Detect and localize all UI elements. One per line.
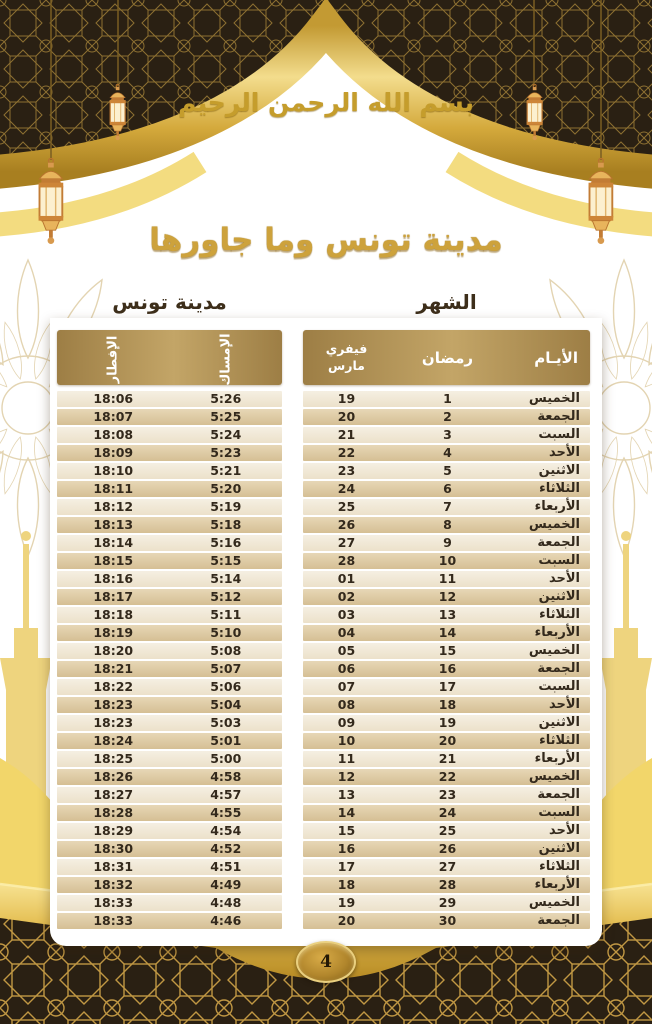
month-table-row bbox=[303, 859, 590, 875]
civil-date-cell: 22 bbox=[337, 445, 356, 460]
iftar-time-cell: 18:18 bbox=[93, 607, 134, 622]
civil-date-cell: 18 bbox=[337, 877, 356, 892]
weekday-cell: الاثنين bbox=[538, 841, 580, 856]
imsak-time-cell: 5:15 bbox=[210, 553, 242, 568]
times-table-row bbox=[57, 445, 282, 461]
civil-date-cell: 12 bbox=[337, 769, 356, 784]
month-table-body bbox=[303, 391, 590, 929]
times-table-row bbox=[57, 643, 282, 659]
iftar-time-cell: 18:23 bbox=[93, 715, 134, 730]
imsak-time-cell: 5:10 bbox=[210, 625, 242, 640]
month-table-row bbox=[303, 679, 590, 695]
weekday-cell: الخميس bbox=[528, 769, 580, 784]
ramadan-day-cell: 17 bbox=[438, 679, 457, 694]
times-table-row bbox=[57, 553, 282, 569]
imsak-time-cell: 4:52 bbox=[210, 841, 242, 856]
times-table-row bbox=[57, 661, 282, 677]
ramadan-day-cell: 13 bbox=[438, 607, 457, 622]
imsak-column-header bbox=[170, 333, 283, 386]
iftar-column-label: الإفطار bbox=[105, 335, 121, 384]
ramadan-day-cell: 10 bbox=[438, 553, 457, 568]
iftar-time-cell: 18:11 bbox=[93, 481, 134, 496]
ramadan-day-cell: 15 bbox=[438, 643, 457, 658]
weekday-cell: الجمعة bbox=[537, 535, 580, 550]
times-table-row bbox=[57, 697, 282, 713]
month-table-row bbox=[303, 481, 590, 497]
iftar-time-cell: 18:31 bbox=[93, 859, 134, 874]
times-table-row bbox=[57, 499, 282, 515]
iftar-time-cell: 18:09 bbox=[93, 445, 134, 460]
imsak-time-cell: 5:03 bbox=[210, 715, 242, 730]
ramadan-column-header: رمضان bbox=[421, 348, 474, 367]
weekday-cell: الجمعة bbox=[537, 661, 580, 676]
weekday-cell: الثلاثاء bbox=[539, 733, 580, 748]
imsak-time-cell: 5:08 bbox=[210, 643, 242, 658]
imsak-time-cell: 5:04 bbox=[210, 697, 242, 712]
civil-date-cell: 25 bbox=[337, 499, 356, 514]
times-table-row bbox=[57, 571, 282, 587]
month-table-row bbox=[303, 409, 590, 425]
ramadan-day-cell: 21 bbox=[438, 751, 457, 766]
month-table-row bbox=[303, 499, 590, 515]
iftar-time-cell: 18:06 bbox=[93, 391, 134, 406]
iftar-time-cell: 18:07 bbox=[93, 409, 134, 424]
times-table-row bbox=[57, 481, 282, 497]
times-table-row bbox=[57, 427, 282, 443]
ramadan-day-cell: 29 bbox=[438, 895, 457, 910]
month-table-row bbox=[303, 571, 590, 587]
weekday-cell: الجمعة bbox=[537, 409, 580, 424]
iftar-time-cell: 18:12 bbox=[93, 499, 134, 514]
times-table-row bbox=[57, 535, 282, 551]
civil-date-cell: 05 bbox=[337, 643, 356, 658]
month-table-row bbox=[303, 427, 590, 443]
times-table-row bbox=[57, 751, 282, 767]
imsak-time-cell: 4:58 bbox=[210, 769, 242, 784]
month-table-row bbox=[303, 769, 590, 785]
ramadan-day-cell: 8 bbox=[443, 517, 452, 532]
civil-date-cell: 20 bbox=[337, 913, 356, 928]
ramadan-day-cell: 14 bbox=[438, 625, 457, 640]
weekday-cell: الأربعاء bbox=[534, 751, 580, 766]
weekday-cell: السبت bbox=[538, 679, 580, 694]
imsak-time-cell: 4:51 bbox=[210, 859, 242, 874]
iftar-time-cell: 18:13 bbox=[93, 517, 134, 532]
month-table bbox=[303, 330, 590, 931]
page-number: 4 bbox=[320, 952, 332, 972]
ramadan-day-cell: 5 bbox=[443, 463, 452, 478]
month-table-row bbox=[303, 589, 590, 605]
times-table-row bbox=[57, 841, 282, 857]
iftar-time-cell: 18:14 bbox=[93, 535, 134, 550]
imsak-time-cell: 4:48 bbox=[210, 895, 242, 910]
weekday-cell: الأربعاء bbox=[534, 625, 580, 640]
imsak-time-cell: 4:55 bbox=[210, 805, 242, 820]
month-table-row bbox=[303, 661, 590, 677]
month-table-row bbox=[303, 823, 590, 839]
weekday-cell: الخميس bbox=[528, 895, 580, 910]
imsak-time-cell: 5:24 bbox=[210, 427, 242, 442]
month-table-row bbox=[303, 535, 590, 551]
iftar-time-cell: 18:33 bbox=[93, 913, 134, 928]
times-table-row bbox=[57, 607, 282, 623]
civil-date-cell: 07 bbox=[337, 679, 356, 694]
weekday-cell: الاثنين bbox=[538, 463, 580, 478]
ramadan-day-cell: 22 bbox=[438, 769, 457, 784]
iftar-column-header bbox=[57, 335, 170, 384]
civil-date-cell: 06 bbox=[337, 661, 356, 676]
weekday-cell: الثلاثاء bbox=[539, 481, 580, 496]
month-table-row bbox=[303, 553, 590, 569]
imsak-time-cell: 5:18 bbox=[210, 517, 242, 532]
month-table-row bbox=[303, 625, 590, 641]
civil-month-column-header bbox=[303, 341, 390, 374]
iftar-time-cell: 18:30 bbox=[93, 841, 134, 856]
bismillah-calligraphy: بسم الله الرحمن الرحيم bbox=[178, 88, 474, 117]
iftar-time-cell: 18:29 bbox=[93, 823, 134, 838]
weekday-cell: السبت bbox=[538, 553, 580, 568]
times-table-row bbox=[57, 913, 282, 929]
ramadan-day-cell: 27 bbox=[438, 859, 457, 874]
times-table-row bbox=[57, 391, 282, 407]
ramadan-day-cell: 19 bbox=[438, 715, 457, 730]
month-table-row bbox=[303, 895, 590, 911]
civil-date-cell: 09 bbox=[337, 715, 356, 730]
weekday-cell: الأحد bbox=[548, 571, 580, 586]
imsak-time-cell: 5:12 bbox=[210, 589, 242, 604]
iftar-time-cell: 18:25 bbox=[93, 751, 134, 766]
iftar-time-cell: 18:17 bbox=[93, 589, 134, 604]
times-table-row bbox=[57, 859, 282, 875]
weekday-cell: الخميس bbox=[528, 517, 580, 532]
month-table-row bbox=[303, 841, 590, 857]
month-table-row bbox=[303, 913, 590, 929]
times-table-row bbox=[57, 733, 282, 749]
times-table-row bbox=[57, 463, 282, 479]
ramadan-day-cell: 4 bbox=[443, 445, 452, 460]
times-table-row bbox=[57, 589, 282, 605]
civil-date-cell: 19 bbox=[337, 895, 356, 910]
iftar-time-cell: 18:32 bbox=[93, 877, 134, 892]
imsak-time-cell: 5:20 bbox=[210, 481, 242, 496]
iftar-time-cell: 18:22 bbox=[93, 679, 134, 694]
weekday-cell: الخميس bbox=[528, 391, 580, 406]
times-table-row bbox=[57, 895, 282, 911]
ramadan-day-cell: 7 bbox=[443, 499, 452, 514]
month-table-row bbox=[303, 697, 590, 713]
iftar-time-cell: 18:15 bbox=[93, 553, 134, 568]
civil-date-cell: 04 bbox=[337, 625, 356, 640]
imsak-time-cell: 4:49 bbox=[210, 877, 242, 892]
weekday-cell: الجمعة bbox=[537, 913, 580, 928]
weekday-cell: الأحد bbox=[548, 697, 580, 712]
iftar-time-cell: 18:10 bbox=[93, 463, 134, 478]
civil-date-cell: 26 bbox=[337, 517, 356, 532]
ramadan-day-cell: 2 bbox=[443, 409, 452, 424]
weekday-cell: الأربعاء bbox=[534, 499, 580, 514]
month-table-row bbox=[303, 517, 590, 533]
weekday-cell: الثلاثاء bbox=[539, 859, 580, 874]
civil-date-cell: 11 bbox=[337, 751, 356, 766]
times-table-row bbox=[57, 787, 282, 803]
days-column-header: الأيـام bbox=[534, 348, 578, 367]
ramadan-day-cell: 3 bbox=[443, 427, 452, 442]
civil-date-cell: 28 bbox=[337, 553, 356, 568]
ramadan-day-cell: 6 bbox=[443, 481, 452, 496]
civil-month-line1: فيفري bbox=[325, 341, 368, 357]
civil-date-cell: 14 bbox=[337, 805, 356, 820]
month-table-row bbox=[303, 805, 590, 821]
month-table-row bbox=[303, 787, 590, 803]
ramadan-day-cell: 12 bbox=[438, 589, 457, 604]
city-section-header: مدينة تونس bbox=[112, 290, 227, 314]
weekday-cell: السبت bbox=[538, 805, 580, 820]
month-table-row bbox=[303, 715, 590, 731]
times-table-row bbox=[57, 625, 282, 641]
imsak-time-cell: 5:23 bbox=[210, 445, 242, 460]
times-table-row bbox=[57, 517, 282, 533]
iftar-time-cell: 18:33 bbox=[93, 895, 134, 910]
times-table-row bbox=[57, 877, 282, 893]
imsak-time-cell: 4:54 bbox=[210, 823, 242, 838]
iftar-time-cell: 18:26 bbox=[93, 769, 134, 784]
month-table-row bbox=[303, 463, 590, 479]
ramadan-day-cell: 9 bbox=[443, 535, 452, 550]
weekday-cell: الثلاثاء bbox=[539, 607, 580, 622]
ramadan-day-cell: 28 bbox=[438, 877, 457, 892]
civil-date-cell: 20 bbox=[337, 409, 356, 424]
month-table-row bbox=[303, 445, 590, 461]
imsak-time-cell: 5:16 bbox=[210, 535, 242, 550]
month-table-row bbox=[303, 877, 590, 893]
month-table-row bbox=[303, 391, 590, 407]
civil-date-cell: 15 bbox=[337, 823, 356, 838]
month-table-row bbox=[303, 751, 590, 767]
month-table-header bbox=[303, 330, 590, 385]
ramadan-day-cell: 20 bbox=[438, 733, 457, 748]
iftar-time-cell: 18:16 bbox=[93, 571, 134, 586]
imsak-time-cell: 5:07 bbox=[210, 661, 242, 676]
civil-date-cell: 19 bbox=[337, 391, 356, 406]
imsak-time-cell: 5:00 bbox=[210, 751, 242, 766]
imsak-time-cell: 5:26 bbox=[210, 391, 242, 406]
civil-date-cell: 23 bbox=[337, 463, 356, 478]
times-table-row bbox=[57, 715, 282, 731]
imsak-time-cell: 5:14 bbox=[210, 571, 242, 586]
iftar-time-cell: 18:19 bbox=[93, 625, 134, 640]
civil-date-cell: 16 bbox=[337, 841, 356, 856]
civil-date-cell: 17 bbox=[337, 859, 356, 874]
imsak-time-cell: 5:06 bbox=[210, 679, 242, 694]
iftar-time-cell: 18:08 bbox=[93, 427, 134, 442]
imsak-time-cell: 5:21 bbox=[210, 463, 242, 478]
ramadan-day-cell: 24 bbox=[438, 805, 457, 820]
ramadan-day-cell: 30 bbox=[438, 913, 457, 928]
imsak-column-label: الإمساك bbox=[218, 333, 234, 386]
imsak-time-cell: 5:19 bbox=[210, 499, 242, 514]
times-table-row bbox=[57, 409, 282, 425]
ramadan-day-cell: 16 bbox=[438, 661, 457, 676]
iftar-time-cell: 18:24 bbox=[93, 733, 134, 748]
times-table-row bbox=[57, 679, 282, 695]
times-table bbox=[57, 330, 282, 931]
imsak-time-cell: 5:11 bbox=[210, 607, 242, 622]
times-table-body bbox=[57, 391, 282, 929]
civil-date-cell: 27 bbox=[337, 535, 356, 550]
imsak-time-cell: 5:01 bbox=[210, 733, 242, 748]
iftar-time-cell: 18:27 bbox=[93, 787, 134, 802]
weekday-cell: الأربعاء bbox=[534, 877, 580, 892]
civil-date-cell: 03 bbox=[337, 607, 356, 622]
month-table-row bbox=[303, 607, 590, 623]
civil-date-cell: 08 bbox=[337, 697, 356, 712]
month-table-row bbox=[303, 643, 590, 659]
civil-date-cell: 13 bbox=[337, 787, 356, 802]
imsak-time-cell: 5:25 bbox=[210, 409, 242, 424]
iftar-time-cell: 18:23 bbox=[93, 697, 134, 712]
ramadan-day-cell: 1 bbox=[443, 391, 452, 406]
weekday-cell: الأحد bbox=[548, 823, 580, 838]
imsak-time-cell: 4:57 bbox=[210, 787, 242, 802]
ramadan-day-cell: 18 bbox=[438, 697, 457, 712]
times-table-row bbox=[57, 805, 282, 821]
weekday-cell: السبت bbox=[538, 427, 580, 442]
ramadan-day-cell: 26 bbox=[438, 841, 457, 856]
weekday-cell: الاثنين bbox=[538, 715, 580, 730]
times-table-row bbox=[57, 823, 282, 839]
ramadan-day-cell: 11 bbox=[438, 571, 457, 586]
imsak-time-cell: 4:46 bbox=[210, 913, 242, 928]
iftar-time-cell: 18:20 bbox=[93, 643, 134, 658]
civil-date-cell: 10 bbox=[337, 733, 356, 748]
ramadan-day-cell: 23 bbox=[438, 787, 457, 802]
iftar-time-cell: 18:21 bbox=[93, 661, 134, 676]
page-number-medallion bbox=[296, 941, 356, 983]
weekday-cell: الخميس bbox=[528, 643, 580, 658]
weekday-cell: الاثنين bbox=[538, 589, 580, 604]
month-section-header: الشهر bbox=[416, 290, 477, 314]
times-table-row bbox=[57, 769, 282, 785]
page-title: مدينة تونس وما جاورها bbox=[149, 222, 503, 258]
civil-month-line2: مارس bbox=[328, 357, 365, 373]
civil-date-cell: 21 bbox=[337, 427, 356, 442]
month-table-row bbox=[303, 733, 590, 749]
weekday-cell: الأحد bbox=[548, 445, 580, 460]
civil-date-cell: 02 bbox=[337, 589, 356, 604]
times-table-header bbox=[57, 330, 282, 385]
iftar-time-cell: 18:28 bbox=[93, 805, 134, 820]
civil-date-cell: 24 bbox=[337, 481, 356, 496]
civil-date-cell: 01 bbox=[337, 571, 356, 586]
ramadan-day-cell: 25 bbox=[438, 823, 457, 838]
weekday-cell: الجمعة bbox=[537, 787, 580, 802]
